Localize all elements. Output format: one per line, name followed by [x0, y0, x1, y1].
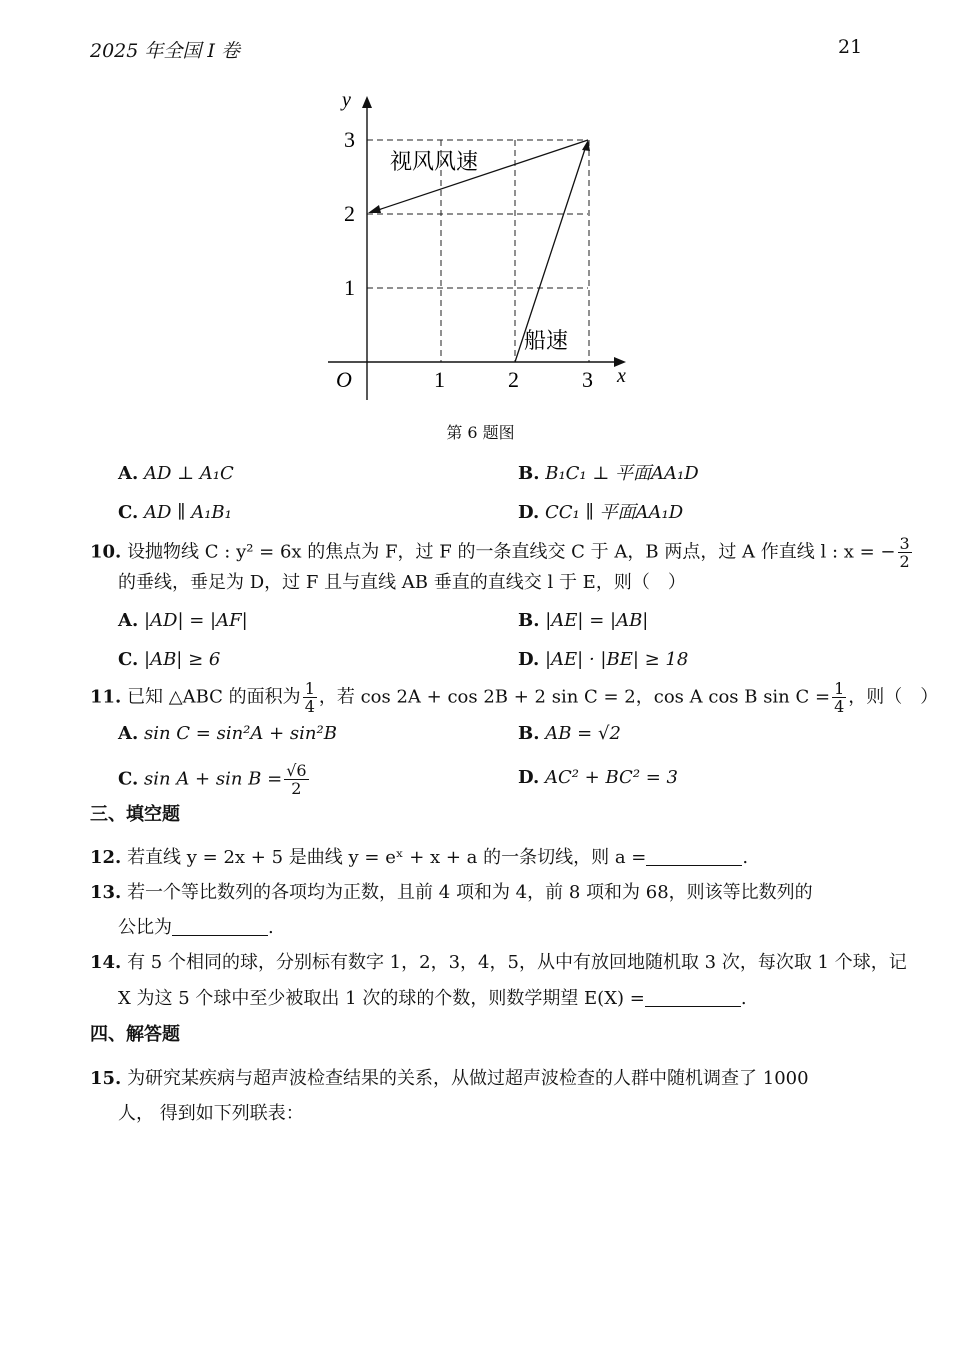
- q13-stem-line2: 公比为 .: [118, 917, 274, 938]
- x-tick-1: 1: [434, 367, 445, 392]
- y-tick-1: 1: [344, 275, 355, 300]
- q9-option-a: A. AD ⊥ A₁C: [118, 463, 234, 484]
- y-tick-2: 2: [344, 201, 355, 226]
- header-exam-title: 2025 年全国 I 卷: [90, 40, 240, 62]
- section-fill-in-blank: 三、填空题: [90, 804, 180, 825]
- y-axis-arrow-icon: [362, 96, 372, 108]
- q13-answer-blank: [172, 917, 268, 936]
- x-tick-2: 2: [508, 367, 519, 392]
- q9-option-c: C. AD ∥ A₁B₁: [118, 502, 232, 523]
- figure-caption: 第 6 题图: [446, 423, 515, 442]
- q11-option-a: A. sin C = sin²A + sin²B: [118, 723, 337, 744]
- q10-option-d: D. |AE| · |BE| ≥ 18: [518, 649, 689, 670]
- q11-stem: 11. 已知 △ABC 的面积为 $\frac{1}{4}$ ，若 cos 2A + cos 2B + 2 sin C = 2，cos A cos B sin C = $\frac{1}{4}$ ，则（ ）: [90, 679, 939, 716]
- q11-option-c: C. sin A + sin B = $\frac{√6}{2}$: [118, 761, 307, 798]
- q10-stem-line2: 的垂线，垂足为 D，过 F 且与直线 AB 垂直的直线交 l 于 E，则（ ）: [118, 572, 686, 593]
- ship-label: 船速: [524, 329, 569, 354]
- q15-stem-line2: 人， 得到如下列联表：: [118, 1103, 304, 1124]
- q14-stem-line2: X 为这 5 个球中至少被取出 1 次的球的个数，则数学期望 E(X) = .: [118, 988, 747, 1009]
- q15-stem-line1: 15. 为研究某疾病与超声波检查结果的关系，从做过超声波检查的人群中随机调查了 1000: [90, 1068, 809, 1089]
- q10-option-c: C. |AB| ≥ 6: [118, 649, 221, 670]
- page-number: 21: [838, 36, 863, 58]
- q10-option-a: A. |AD| = |AF|: [118, 610, 248, 631]
- q9-option-b: B. B₁C₁ ⊥ 平面AA₁D: [518, 463, 699, 484]
- x-axis-label: x: [617, 365, 626, 387]
- wind-label: 视风风速: [390, 150, 479, 175]
- q12-stem: 12. 若直线 y = 2x + 5 是曲线 y = eˣ + x + a 的一条切线，则 a = .: [90, 847, 749, 868]
- q9-option-d: D. CC₁ ∥ 平面AA₁D: [518, 502, 684, 523]
- q11-option-d: D. AC² + BC² = 3: [518, 767, 679, 788]
- figure-6-velocity-diagram: [320, 82, 640, 404]
- q10-fraction: $\frac{3}{2}$: [899, 534, 910, 571]
- q12-answer-blank: [646, 847, 742, 866]
- q13-stem-line1: 13. 若一个等比数列的各项均为正数，且前 4 项和为 4，前 8 项和为 68，则该等比数列的: [90, 882, 813, 903]
- wind-vector-arrow-icon: [368, 205, 381, 213]
- q10-stem-line1: 10. 设抛物线 C : y² = 6x 的焦点为 F，过 F 的一条直线交 C 于 A，B 两点，过 A 作直线 l : x = − $\frac{3}{2}$: [90, 534, 910, 571]
- section-solutions: 四、解答题: [90, 1024, 180, 1045]
- q14-answer-blank: [645, 988, 741, 1007]
- y-tick-3: 3: [344, 127, 355, 152]
- q10-option-b: B. |AE| = |AB|: [518, 610, 649, 631]
- x-tick-3: 3: [582, 367, 593, 392]
- q14-stem-line1: 14. 有 5 个相同的球，分别标有数字 1，2，3，4，5，从中有放回地随机取 3 次，每次取 1 个球，记: [90, 952, 907, 973]
- q11-option-b: B. AB = √2: [518, 723, 621, 744]
- y-axis-label: y: [342, 89, 351, 111]
- origin-label: O: [336, 367, 352, 392]
